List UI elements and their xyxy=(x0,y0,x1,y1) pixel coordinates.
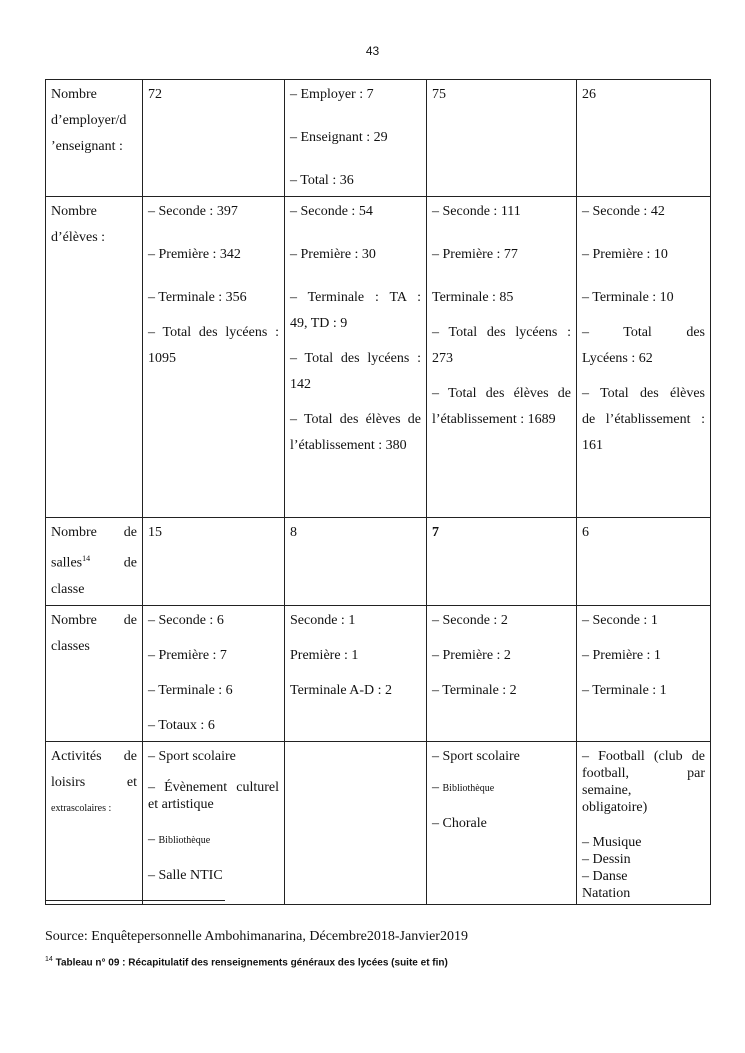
footnote-ref: 14 xyxy=(82,554,91,563)
table-cell: – Seconde : 397 – Première : 342 – Terminale : 356 – Total des lycéens : 1095 xyxy=(143,197,285,518)
footnote xyxy=(45,956,448,968)
table-cell: – Seconde : 1 – Première : 1 – Terminale : 1 xyxy=(577,605,711,741)
row-label-rooms: Nombre de salles$^{14}$ de classe xyxy=(46,518,143,606)
footnote-separator xyxy=(45,900,225,901)
table-row-classes xyxy=(46,605,711,741)
table-cell: 72 xyxy=(143,80,285,197)
table-cell: – Sport scolaire – Bibliothèque – Chorale xyxy=(427,741,577,904)
table-cell: 26 xyxy=(577,80,711,197)
table-cell: 15 xyxy=(143,518,285,606)
table-cell-empty xyxy=(285,741,427,904)
table-cell: Seconde : 1 Première : 1 Terminale A-D : 2 xyxy=(285,605,427,741)
summary-table xyxy=(45,79,711,905)
table-row-rooms xyxy=(46,518,711,606)
table-cell: – Football (club de football, par semaine, obligatoire) – Musique – Dessin – Danse Natation xyxy=(577,741,711,904)
footnote-text: Tableau n° 09 : Récapitulatif des renseignements généraux des lycées (suite et fin) xyxy=(52,957,448,969)
table-cell: – Seconde : 42 – Première : 10 – Terminale : 10 – Total des Lycéens : 62 – Total des élèves de l’établissement : 161 xyxy=(577,197,711,518)
row-label-employees: Nombre d’employer/d ’enseignant : xyxy=(46,80,143,197)
table-cell: 7 xyxy=(427,518,577,606)
row-label-students: Nombre d’élèves : xyxy=(46,197,143,518)
table-cell: – Seconde : 2 – Première : 2 – Terminale : 2 xyxy=(427,605,577,741)
table-row-employees xyxy=(46,80,711,197)
table-cell: 75 xyxy=(427,80,577,197)
table-row-students xyxy=(46,197,711,518)
table-cell: – Seconde : 111 – Première : 77 Terminale : 85 – Total des lycéens : 273 – Total des élèves de l’établissement : 1689 xyxy=(427,197,577,518)
table-row-activities xyxy=(46,741,711,904)
table-cell: – Seconde : 6 – Première : 7 – Terminale : 6 – Totaux : 6 xyxy=(143,605,285,741)
page-number: 43 xyxy=(365,44,380,58)
table-cell: – Seconde : 54 – Première : 30 – Terminale : TA : 49, TD : 9 – Total des lycéens : 142 – Total des élèves de l’établissement : 380 xyxy=(285,197,427,518)
row-label-activities: Activités de loisirs et extrascolaires : xyxy=(46,741,143,904)
source-note: Source: Enquêtepersonnelle Ambohimanarina, Décembre2018-Janvier2019 xyxy=(45,929,468,944)
row-label-classes: Nombre de classes xyxy=(46,605,143,741)
table-cell: – Sport scolaire – Évènement culturel et artistique – Bibliothèque – Salle NTIC xyxy=(143,741,285,904)
footnote-number: 14 xyxy=(45,956,53,963)
table-cell: 8 xyxy=(285,518,427,606)
table-cell: 6 xyxy=(577,518,711,606)
table-cell: – Employer : 7 – Enseignant : 29 – Total : 36 xyxy=(285,80,427,197)
